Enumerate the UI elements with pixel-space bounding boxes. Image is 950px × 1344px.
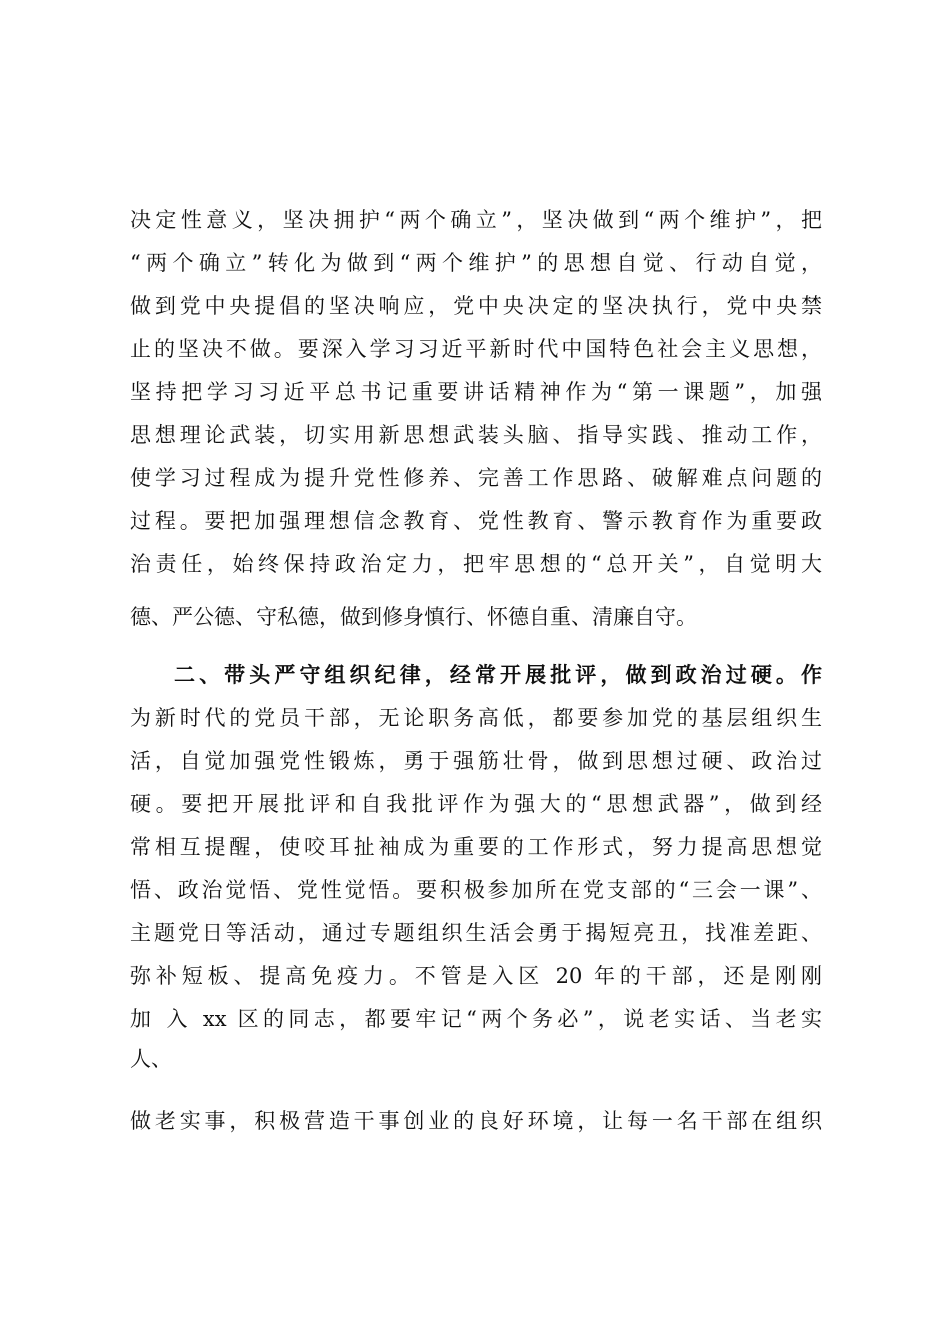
- paragraph-1-line-2: “两个确立”转化为做到“两个维护”的思想自觉、行动自觉，: [130, 251, 822, 275]
- paragraph-2-line-9: 人、: [130, 1047, 172, 1071]
- paragraph-2-line-3: 硬。要把开展批评和自我批评作为强大的“思想武器”，做到经: [130, 792, 822, 816]
- paragraph-1-line-3: 做到党中央提倡的坚决响应，党中央决定的坚决执行，党中央禁: [130, 294, 822, 318]
- section-heading-continuation: 作: [801, 663, 822, 687]
- paragraph-2-line-10: 做老实事，积极营造干事创业的良好环境，让每一名干部在组织: [130, 1109, 822, 1133]
- paragraph-1-line-10: 德、严公德、守私德，做到修身慎行、怀德自重、清廉自守。: [130, 605, 697, 629]
- paragraph-2-line-1: 为新时代的党员干部，无论职务高低，都要参加党的基层组织生: [130, 706, 822, 730]
- paragraph-1-line-1: 决定性意义，坚决拥护“两个确立”，坚决做到“两个维护”，把: [130, 208, 822, 232]
- paragraph-1-line-8: 过程。要把加强理想信念教育、党性教育、警示教育作为重要政: [130, 509, 822, 533]
- paragraph-1-line-9: 治责任，始终保持政治定力，把牢思想的“总开关”，自觉明大: [130, 552, 822, 576]
- paragraph-2-line-8: 加 入 xx 区的同志，都要牢记“两个务必”，说老实话、当老实: [130, 1007, 822, 1031]
- paragraph-1-line-5: 坚持把学习习近平总书记重要讲话精神作为“第一课题”，加强: [130, 380, 822, 404]
- paragraph-1-line-4: 止的坚决不做。要深入学习习近平新时代中国特色社会主义思想，: [130, 337, 822, 361]
- paragraph-2-line-7: 弥补短板、提高免疫力。不管是入区 20 年的干部，还是刚刚: [130, 964, 822, 988]
- section-heading: 二、带头严守组织纪律，经常开展批评，做到政治过硬。: [174, 663, 801, 687]
- section-heading-line: [174, 660, 822, 690]
- paragraph-1-line-6: 思想理论武装，切实用新思想武装头脑、指导实践、推动工作，: [130, 423, 822, 447]
- paragraph-1-line-7: 使学习过程成为提升党性修养、完善工作思路、破解难点问题的: [130, 466, 822, 490]
- paragraph-2-line-4: 常相互提醒，使咬耳扯袖成为重要的工作形式，努力提高思想觉: [130, 835, 822, 859]
- paragraph-2-line-5: 悟、政治觉悟、党性觉悟。要积极参加所在党支部的“三会一课”、: [130, 878, 822, 902]
- paragraph-2-line-6: 主题党日等活动，通过专题组织生活会勇于揭短亮丑，找准差距、: [130, 921, 822, 945]
- paragraph-2-line-2: 活，自觉加强党性锻炼，勇于强筋壮骨，做到思想过硬、政治过: [130, 749, 822, 773]
